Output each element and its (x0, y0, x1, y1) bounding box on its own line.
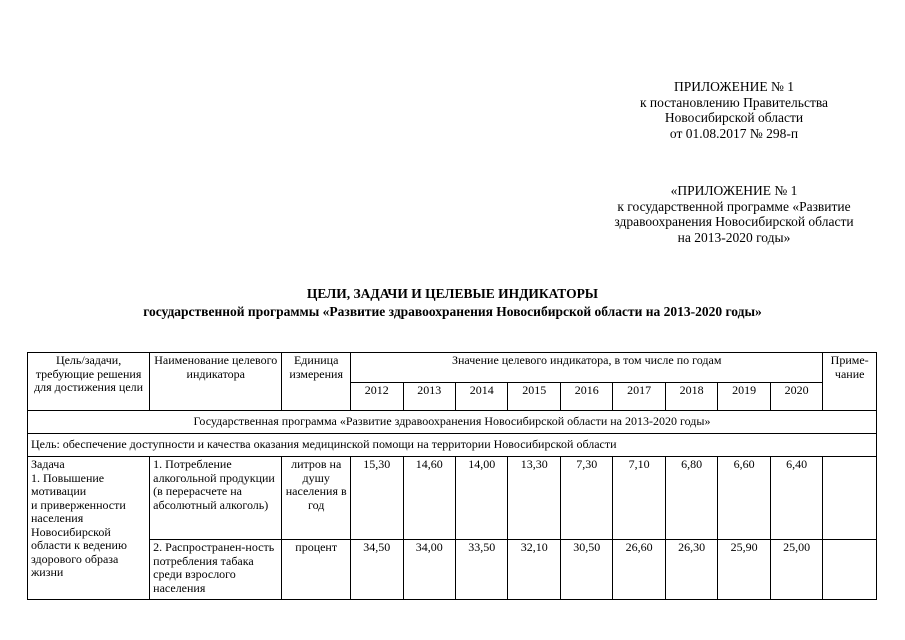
value-cell: 34,00 (403, 540, 455, 600)
document-title: ЦЕЛИ, ЗАДАЧИ И ЦЕЛЕВЫЕ ИНДИКАТОРЫ (306, 286, 599, 301)
appendix-line: Новосибирской области (664, 110, 804, 125)
value-cell: 14,60 (403, 457, 455, 540)
year-header: 2019 (718, 383, 770, 411)
value-cell: 34,50 (351, 540, 403, 600)
value-cell: 33,50 (455, 540, 507, 600)
value-cell: 6,80 (665, 457, 717, 540)
appendix-line: здравоохранения Новосибирской области (614, 214, 854, 229)
value-cell: 32,10 (508, 540, 560, 600)
value-cell: 30,50 (560, 540, 612, 600)
table-row (28, 457, 877, 540)
task-cell: Задача 1. Повышение мотивации и приверженности населения Новосибирской области к ведению здорового образа жизни (28, 457, 150, 600)
value-cell: 7,10 (613, 457, 665, 540)
value-cell: 25,90 (718, 540, 770, 600)
goal-row (28, 434, 877, 457)
year-header: 2016 (560, 383, 612, 411)
year-header: 2014 (455, 383, 507, 411)
appendix-line: «ПРИЛОЖЕНИЕ № 1 (670, 183, 798, 198)
appendix-line: к государственной программе «Развитие (617, 198, 851, 214)
appendix-header-program (592, 183, 876, 245)
header-goal: Цель/задачи, требующие решения для достижения цели (28, 353, 150, 411)
year-header: 2017 (613, 383, 665, 411)
header-values: Значение целевого индикатора, в том числе по годам (351, 353, 823, 383)
value-cell: 26,60 (613, 540, 665, 600)
value-cell: 25,00 (770, 540, 822, 600)
value-cell: 6,60 (718, 457, 770, 540)
header-note: Приме-чание (823, 353, 877, 411)
appendix-line: ПРИЛОЖЕНИЕ № 1 (673, 79, 795, 94)
value-cell: 14,00 (455, 457, 507, 540)
appendix-line: на 2013-2020 годы» (677, 229, 791, 245)
note-cell (823, 540, 877, 600)
program-row-text: Государственная программа «Развитие здравоохранения Новосибирской области на 2013-2020 годы» (28, 411, 877, 434)
table-row (28, 540, 877, 600)
unit-cell: процент (282, 540, 351, 600)
year-header: 2018 (665, 383, 717, 411)
appendix-line: от 01.08.2017 № 298-п (669, 125, 799, 141)
unit-cell: литров на душу населения в год (282, 457, 351, 540)
value-cell: 26,30 (665, 540, 717, 600)
indicator-cell: 1. Потребление алкогольной продукции (в перерасчете на абсолютный алкоголь) (150, 457, 282, 540)
header-indicator: Наименование целевого индикатора (150, 353, 282, 411)
year-header: 2012 (351, 383, 403, 411)
value-cell: 15,30 (351, 457, 403, 540)
goal-row-text: Цель: обеспечение доступности и качества оказания медицинской помощи на территории Новосибирской области (28, 434, 877, 457)
appendix-line: к постановлению Правительства (639, 94, 829, 110)
value-cell: 6,40 (770, 457, 822, 540)
year-header: 2013 (403, 383, 455, 411)
note-cell (823, 457, 877, 540)
indicators-table (27, 352, 877, 600)
year-header: 2020 (770, 383, 822, 411)
program-row (28, 411, 877, 434)
value-cell: 13,30 (508, 457, 560, 540)
table-header-row (28, 353, 877, 383)
indicator-cell: 2. Распространен-ность потребления табака среди взрослого населения (150, 540, 282, 600)
header-unit: Единица измерения (282, 353, 351, 411)
year-header: 2015 (508, 383, 560, 411)
value-cell: 7,30 (560, 457, 612, 540)
document-subtitle: государственной программы «Развитие здравоохранения Новосибирской области на 2013-2020 годы» (143, 304, 762, 319)
appendix-header-resolution (600, 79, 868, 141)
